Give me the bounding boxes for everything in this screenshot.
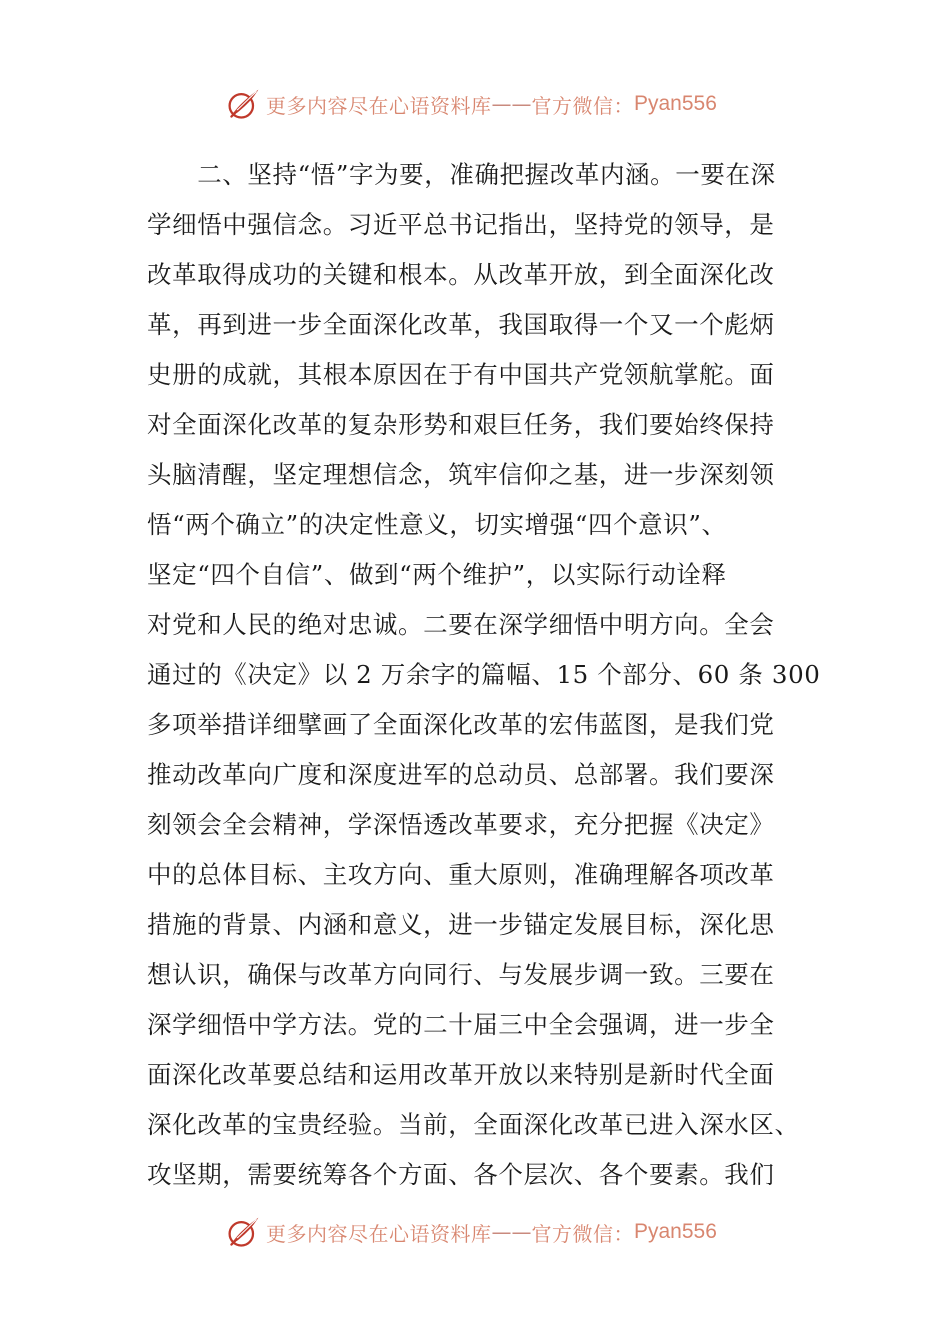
header-watermark-banner [226, 84, 717, 124]
banner-account-text: Pyan556 [634, 92, 717, 115]
paragraph-line: 面深化改革要总结和运用改革开放以来特别是新时代全面 [147, 1060, 775, 1089]
paragraph-line: 对全面深化改革的复杂形势和艰巨任务，我们要始终保持 [147, 410, 775, 439]
paragraph-line: 悟“两个确立”的决定性意义，切实增强“四个意识”、 [147, 510, 727, 539]
paragraph-line: 深化改革的宝贵经验。当前，全面深化改革已进入深水区、 [147, 1110, 800, 1139]
paragraph-line: 想认识，确保与改革方向同行、与发展步调一致。三要在 [147, 960, 775, 989]
paragraph-line: 攻坚期，需要统筹各个方面、各个层次、各个要素。我们 [147, 1160, 775, 1189]
paragraph-line: 改革取得成功的关键和根本。从改革开放，到全面深化改 [147, 260, 775, 289]
paragraph-line: 学细悟中强信念。习近平总书记指出，坚持党的领导，是 [147, 210, 775, 239]
paragraph-line: 头脑清醒，坚定理想信念，筑牢信仰之基，进一步深刻领 [147, 460, 775, 489]
banner-account-text: Pyan556 [634, 1220, 717, 1243]
quill-logo-icon [226, 1214, 262, 1250]
paragraph-line: 措施的背景、内涵和意义，进一步锚定发展目标，深化思 [147, 910, 775, 939]
banner-dash: —— [491, 92, 532, 116]
paragraph-line: 二、坚持“悟”字为要，准确把握改革内涵。一要在深 [147, 160, 776, 189]
footer-watermark-banner [226, 1212, 717, 1252]
paragraph-line: 革，再到进一步全面深化改革，我国取得一个又一个彪炳 [147, 310, 775, 339]
banner-label-text: 官方微信： [531, 93, 634, 118]
paragraph-line: 坚定“四个自信”、做到“两个维护”，以实际行动诠释 [147, 560, 727, 589]
banner-brand-text: 更多内容尽在心语资料库 [266, 93, 492, 118]
paragraph-line: 对党和人民的绝对忠诚。二要在深学细悟中明方向。全会 [147, 610, 775, 639]
paragraph-line: 中的总体目标、主攻方向、重大原则，准确理解各项改革 [147, 860, 775, 889]
document-body [147, 150, 821, 1200]
paragraph-line: 史册的成就，其根本原因在于有中国共产党领航掌舵。面 [147, 360, 775, 389]
paragraph-line: 深学细悟中学方法。党的二十届三中全会强调，进一步全 [147, 1010, 775, 1039]
banner-brand-text: 更多内容尽在心语资料库 [266, 1221, 492, 1246]
paragraph-line: 通过的《决定》以 2 万余字的篇幅、15 个部分、60 条 300 [147, 660, 821, 689]
quill-logo-icon [226, 86, 262, 122]
banner-dash: —— [491, 1220, 532, 1244]
paragraph-line: 多项举措详细擘画了全面深化改革的宏伟蓝图，是我们党 [147, 710, 775, 739]
banner-label-text: 官方微信： [531, 1221, 634, 1246]
paragraph-line: 刻领会全会精神，学深悟透改革要求，充分把握《决定》 [147, 810, 775, 839]
paragraph-line: 推动改革向广度和深度进军的总动员、总部署。我们要深 [147, 760, 775, 789]
